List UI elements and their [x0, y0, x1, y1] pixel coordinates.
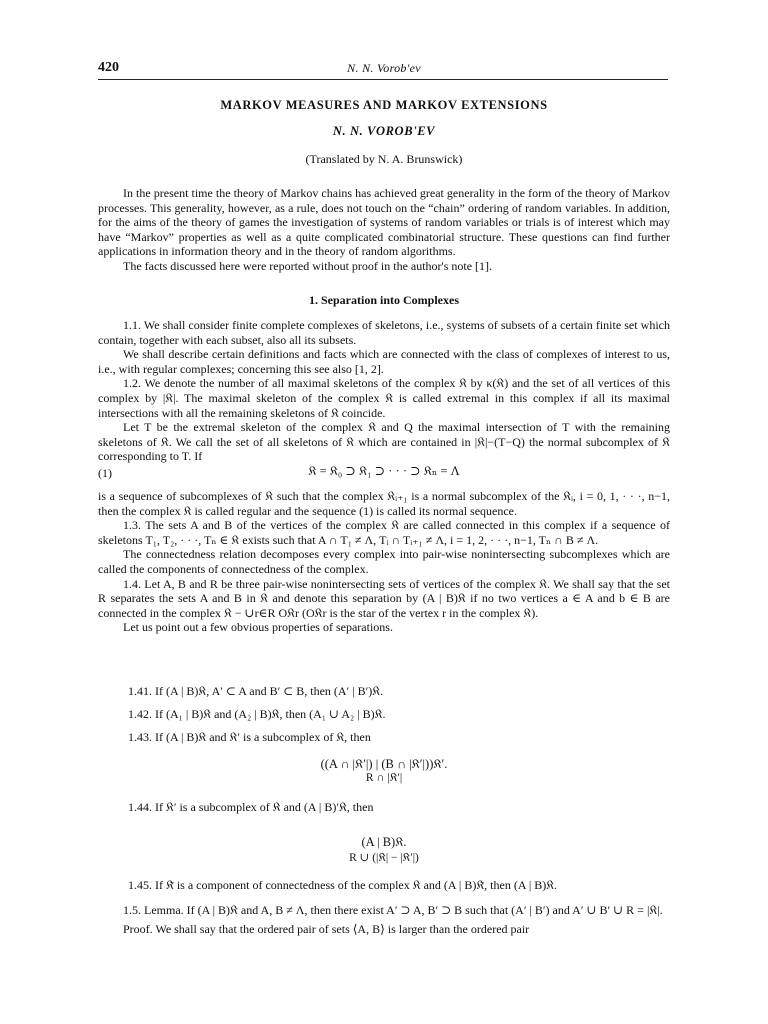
- paragraph: The connectedness relation decomposes every complex into pair-wise nonintersecting subcomplexes which are called the components of connectedness of the complex.: [98, 547, 670, 576]
- paragraph: Let us point out a few obvious properties of separations.: [123, 620, 393, 635]
- property-1-44: 1.44. If 𝔎′ is a subcomplex of 𝔎 and (A | B)′𝔎, then: [128, 800, 374, 814]
- intro-paragraph: In the present time the theory of Markov chains has achieved great generality in the form of the theory of Markov processes. This generality, however, as a rule, does not touch on the “chain” ordering of random variables. In addition, for the aims of the theory of games the investigation of systems of random variables or trials is of interest which may have “Markov” properties as well as a quite complicated combinatorial structure. These questions can find further applications in information theory and in the theory of random algorithms.: [98, 186, 670, 259]
- intro-paragraph: The facts discussed here were reported without proof in the author's note [1].: [123, 258, 493, 273]
- equation-number: (1): [98, 466, 112, 480]
- display-1-44: [0, 835, 768, 865]
- introduction: [98, 186, 670, 274]
- paragraph: 1.1. We shall consider finite complete complexes of skeletons, i.e., systems of subsets of a certain finite set which contain, together with each subset, also all its subsets.: [98, 318, 670, 347]
- display-1-43-bottom: R ∩ |𝔎′|: [365, 772, 403, 784]
- paragraph: 1.2. We denote the number of all maximal skeletons of the complex 𝔎 by κ(𝔎) and the set of all vertices of this complex by |𝔎|. The maximal skeleton of the complex 𝔎 is called extremal in this complex if all its maximal intersections with all the remaining skeletons of 𝔎 coincide.: [98, 376, 670, 420]
- paragraph: We shall describe certain definitions and facts which are connected with the class of complexes of interest to us, i.e., with regular complexes; concerning this see also [1, 2].: [98, 347, 670, 376]
- display-1-43: [0, 757, 768, 785]
- property-1-45: 1.45. If 𝔎̃ is a component of connectedness of the complex 𝔎 and (A | B)𝔎̃, then (A | B)𝔎.: [128, 878, 558, 892]
- article-author: N. N. VOROB'EV: [332, 124, 436, 138]
- property-1-42: 1.42. If (A₁ | B)𝔎 and (A₂ | B)𝔎, then (A₁ ∪ A₂ | B)𝔎.: [128, 707, 386, 721]
- paragraph: Let T be the extremal skeleton of the complex 𝔎 and Q the maximal intersection of T with the remaining skeletons of 𝔎. We call the set of all skeletons of 𝔎 which are contained in |𝔎|−(T−Q) the normal subcomplex of 𝔎 corresponding to T. If: [98, 420, 670, 464]
- display-1-43-top: ((A ∩ |𝔎′|) | (B ∩ |𝔎′|))𝔎′.: [320, 757, 448, 771]
- property-1-43: 1.43. If (A | B)𝔎 and 𝔎′ is a subcomplex of 𝔎, then: [128, 730, 371, 744]
- proof-text: Proof. We shall say that the ordered pair of sets ⟨A, B⟩ is larger than the ordered pair: [123, 921, 530, 936]
- lemma-1-5: [98, 903, 670, 936]
- property-1-41: 1.41. If (A | B)𝔎, A′ ⊂ A and B′ ⊂ B, then (A′ | B′)𝔎.: [128, 684, 384, 698]
- page-number: 420: [98, 60, 119, 75]
- article-title: MARKOV MEASURES AND MARKOV EXTENSIONS: [220, 98, 548, 112]
- header-rule: [98, 79, 668, 80]
- section-body-a: [98, 318, 670, 464]
- display-1-44-top: (A | B)𝔎.: [361, 835, 407, 849]
- equation-1: 𝔎 = 𝔎₀ ⊃ 𝔎₁ ⊃ · · · ⊃ 𝔎ₙ = Λ: [308, 464, 460, 478]
- lemma-text: 1.5. Lemma. If (A | B)𝔎 and A, B ≠ Λ, then there exist A′ ⊃ A, B′ ⊃ B such that (A′ | B′) and A′ ∪ B′ ∪ R = |𝔎|.: [123, 903, 663, 917]
- paragraph: 1.3. The sets A and B of the vertices of the complex 𝔎 are called connected in this complex if a sequence of skeletons T₁, T₂, · · ·, Tₙ ∈ 𝔎 exists such that A ∩ T₁ ≠ Λ, Tᵢ ∩ Tᵢ₊₁ ≠ Λ, i = 1, 2, · · ·, n−1, Tₙ ∩ B ≠ Λ.: [98, 518, 670, 547]
- translator-credit: (Translated by N. A. Brunswick): [305, 152, 463, 166]
- paragraph: 1.4. Let A, B and R be three pair-wise nonintersecting sets of vertices of the complex 𝔎. We shall say that the set R separates the sets A and B in 𝔎 and denote this separation by (A | B)𝔎 if no two vertices a ∈ A and b ∈ B are connected in the complex 𝔎 − ∪r∈R O𝔎r (O𝔎r is the star of the vertex r in the complex 𝔎).: [98, 576, 670, 620]
- section-heading: 1. Separation into Complexes: [309, 293, 459, 307]
- section-body-b: [98, 489, 670, 635]
- running-head: [98, 60, 670, 80]
- paragraph: is a sequence of subcomplexes of 𝔎 such that the complex 𝔎ᵢ₊₁ is a normal subcomplex of the 𝔎ᵢ, i = 0, 1, · · ·, n−1, then the complex 𝔎 is called regular and the sequence (1) is called its normal sequence.: [98, 489, 670, 518]
- running-head-author: N. N. Vorob'ev: [347, 61, 421, 75]
- display-1-44-bottom: R ∪ (|𝔎| − |𝔎′|): [349, 852, 419, 864]
